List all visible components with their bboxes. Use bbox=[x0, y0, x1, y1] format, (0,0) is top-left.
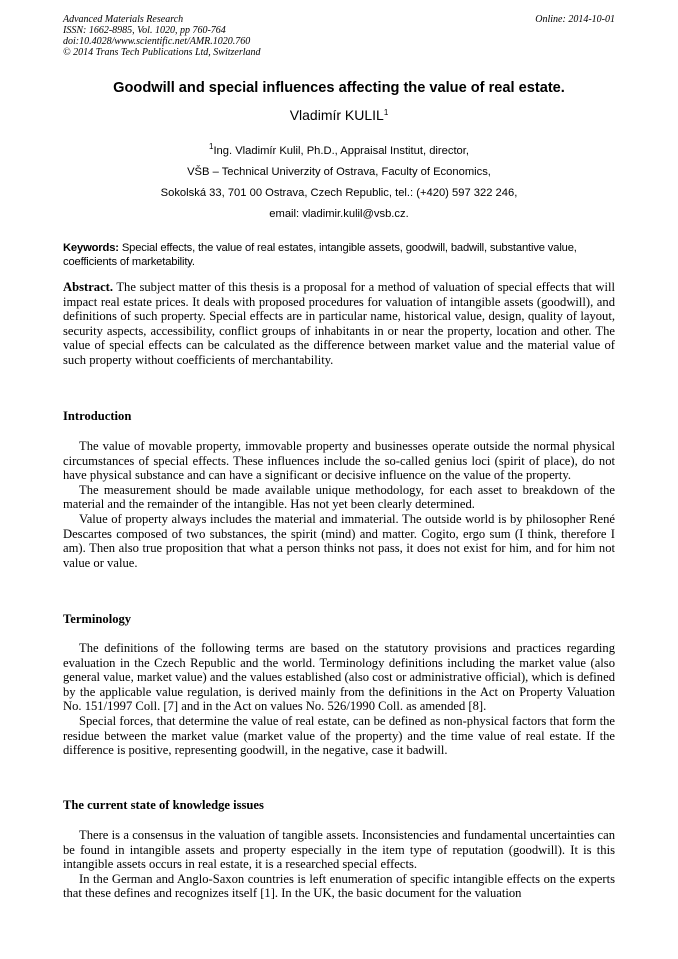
paragraph: Value of property always includes the material and immaterial. The outside world is by philosopher René Descartes composed of two substances, the spirit (mind) and matter. Cogito, ergo sum (I think, therefore I am). Then also true proposition that what a person thinks not pass, it does not exist for him, and for him not value or value. bbox=[63, 511, 615, 570]
copyright-line: © 2014 Trans Tech Publications Ltd, Switzerland bbox=[63, 47, 261, 58]
online-date: Online: 2014-10-01 bbox=[535, 14, 615, 25]
affiliation-block bbox=[0, 136, 678, 225]
paragraph: There is a consensus in the valuation of tangible assets. Inconsistencies and fundamental uncertainties can be found in intangible assets and property especially in the item type of reputation (goodwill). It is this intangible assets occurs in real estate, it is a researched special effects. bbox=[63, 828, 615, 872]
journal-header bbox=[63, 14, 615, 58]
paragraph: In the German and Anglo-Saxon countries is left enumeration of specific intangible effects on the experts that these defines and recognizes itself [1]. In the UK, the basic document for the valuation bbox=[63, 871, 615, 901]
section-body-terminology bbox=[63, 641, 615, 758]
abstract-label: Abstract. bbox=[63, 280, 114, 294]
journal-name: Advanced Materials Research bbox=[63, 14, 184, 25]
issn-line: ISSN: 1662-8985, Vol. 1020, pp 760-764 bbox=[63, 25, 226, 36]
affiliation-line-2: VŠB – Technical Univerzity of Ostrava, Faculty of Economics, bbox=[187, 166, 491, 178]
paragraph: The value of movable property, immovable property and businesses operate outside the normal physical circumstances of special effects. These influences include the so-called genius loci (spirit of place), do not have physical substance and can have a significant or decisive influence on the value of the property. bbox=[63, 439, 615, 483]
abstract bbox=[63, 280, 615, 368]
keywords-label: Keywords: bbox=[63, 242, 119, 254]
affiliation-footnote-marker: 1 bbox=[208, 142, 214, 151]
keywords bbox=[63, 241, 615, 269]
section-heading-introduction: Introduction bbox=[63, 409, 132, 423]
paper-title: Goodwill and special influences affecting the value of real estate. bbox=[113, 80, 565, 96]
section-heading-terminology: Terminology bbox=[63, 612, 132, 626]
abstract-text: The subject matter of this thesis is a proposal for a method of valuation of special effects that will impact real estate prices. It deals with proposed procedures for valuation of intangible assets (goodwill), and definitions of such property. Special effects are in particular name, historical value, design, quality of layout, security aspects, accessibility, conflict groups of inhabitants in or near the property, location and other. The value of special effects can be calculated as the difference between market value and the material value of such property without coefficients of merchantability. bbox=[63, 280, 615, 367]
author-footnote-marker: 1 bbox=[383, 108, 389, 117]
paragraph: Special forces, that determine the value of real estate, can be defined as non-physical factors that form the residue between the market value (market value of the property) and the time value of real estate. If the difference is positive, representing goodwill, in the negative, case it badwill. bbox=[63, 713, 615, 758]
author-name: Vladimír KULIL bbox=[289, 107, 384, 123]
doi-line: doi:10.4028/www.scientific.net/AMR.1020.760 bbox=[63, 36, 251, 47]
paragraph: The definitions of the following terms are based on the statutory provisions and practices regarding evaluation in the Czech Republic and the world. Terminology definitions including the market value (also general value, market value) and the values established (also cost or administrative official), which is defined by the applicable value regulation, is derived mainly from the definitions in the Act on Property Valuation No. 151/1997 Coll. [7] and in the Act on values No. 526/1990 Coll. as amended [8]. bbox=[63, 641, 615, 714]
affiliation-email: email: vladimir.kulil@vsb.cz. bbox=[269, 208, 409, 220]
section-heading-current-state: The current state of knowledge issues bbox=[63, 798, 264, 812]
section-body-introduction bbox=[63, 439, 615, 570]
paragraph: The measurement should be made available unique methodology, for each asset to breakdown of the material and the remainder of the intangible. Has not yet been clearly determined. bbox=[63, 482, 615, 512]
keywords-text: Special effects, the value of real estates, intangible assets, goodwill, badwill, substantive value, coefficients of marketability. bbox=[63, 242, 577, 268]
section-body-current-state bbox=[63, 828, 615, 901]
affiliation-line-1: $^1$Ing. Vladimír Kulil, Ph.D., Appraisal Institut, director, bbox=[208, 142, 469, 157]
affiliation-line-3: Sokolská 33, 701 00 Ostrava, Czech Republic, tel.: (+420) 597 322 246, bbox=[160, 187, 518, 199]
author-line bbox=[0, 107, 678, 123]
